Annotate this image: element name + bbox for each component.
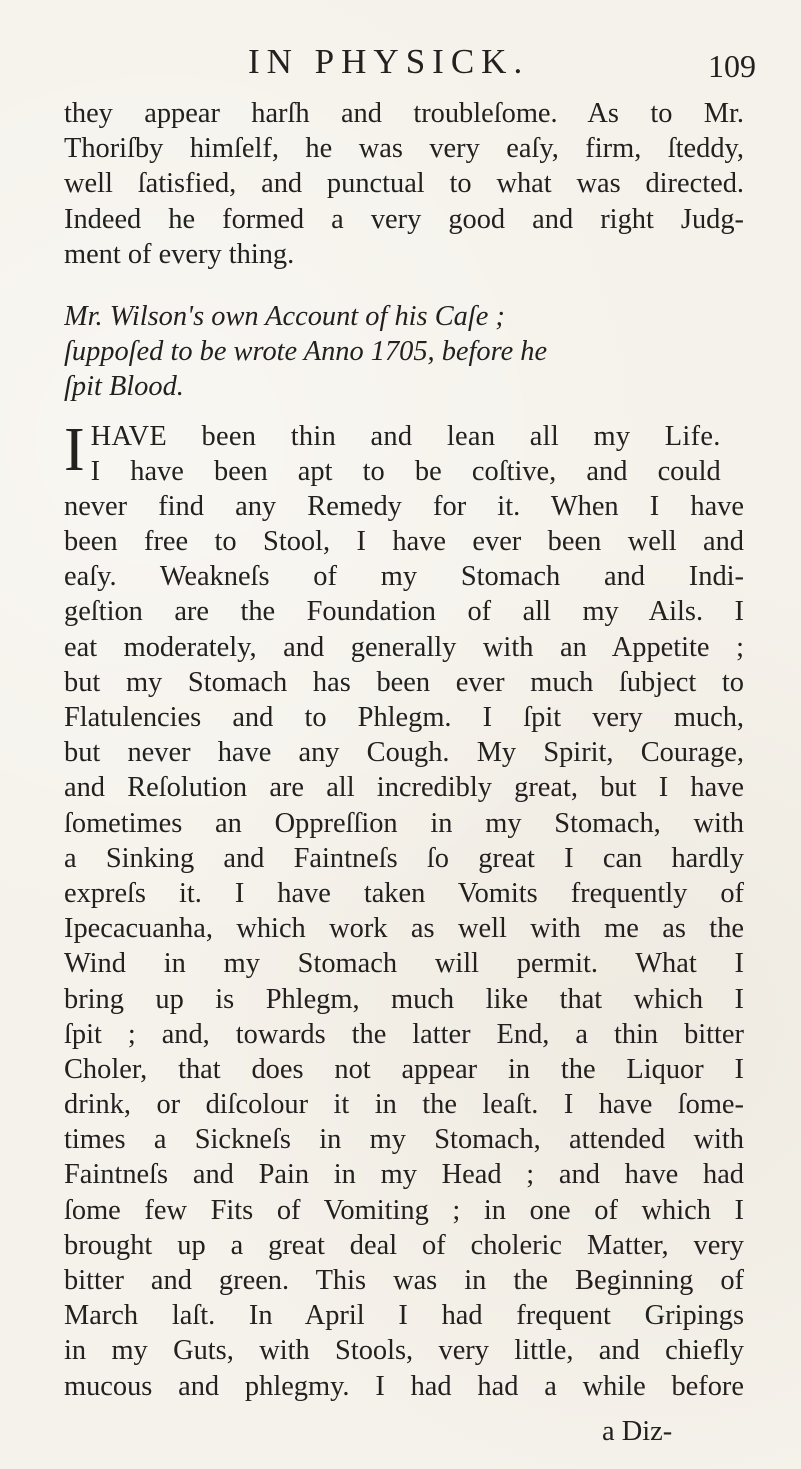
text-line: a Sinking and Faintneſs ſo great I can hardly bbox=[64, 842, 744, 874]
text-line: in my Guts, with Stools, very little, and chiefly bbox=[64, 1335, 744, 1367]
page-header bbox=[0, 42, 801, 92]
text-line: ſometimes an Oppreſſion in my Stomach, with bbox=[64, 807, 744, 839]
text-line: Thoriſby himſelf, he was very eaſy, firm, ſteddy, bbox=[64, 133, 744, 165]
page-number: 109 bbox=[708, 48, 756, 84]
body-text bbox=[64, 96, 744, 1404]
text-line: Ipecacuanha, which work as well with me as the bbox=[64, 913, 744, 945]
text-line: ment of every thing. bbox=[64, 238, 295, 270]
paragraph-1 bbox=[64, 96, 744, 272]
text-line: been free to Stool, I have ever been well and bbox=[64, 526, 744, 558]
text-line: geſtion are the Foundation of all my Ails. I bbox=[64, 596, 744, 628]
text-line: times a Sickneſs in my Stomach, attended with bbox=[64, 1124, 744, 1156]
text-line: HAVE been thin and lean all my Life. bbox=[90, 420, 721, 452]
text-line: Indeed he formed a very good and right Judg- bbox=[64, 203, 744, 235]
drop-cap: I bbox=[64, 415, 85, 484]
text-line: eat moderately, and generally with an Appetite ; bbox=[64, 631, 744, 663]
text-line: ſome few Fits of Vomiting ; in one of which I bbox=[64, 1194, 744, 1226]
text-line: brought up a great deal of choleric Matter, very bbox=[64, 1229, 744, 1261]
text-line: bring up is Phlegm, much like that which I bbox=[64, 983, 744, 1015]
text-line: mucous and phlegmy. I had had a while before bbox=[64, 1370, 744, 1402]
text-line: and Reſolution are all incredibly great, but I have bbox=[64, 772, 744, 804]
text-line: ſpit ; and, towards the latter End, a thin bitter bbox=[64, 1018, 744, 1050]
text-line: never find any Remedy for it. When I have bbox=[64, 490, 744, 522]
text-line: March laſt. In April I had frequent Gripings bbox=[64, 1300, 744, 1332]
heading-line: Mr. Wilson's own Account of his Caſe ; bbox=[64, 300, 505, 332]
text-line: they appear harſh and troubleſome. As to Mr. bbox=[64, 98, 744, 129]
text-line: eaſy. Weakneſs of my Stomach and Indi- bbox=[64, 561, 744, 593]
text-line: expreſs it. I have taken Vomits frequently of bbox=[64, 877, 744, 909]
paragraph-2 bbox=[64, 415, 744, 1404]
text-line: I have been apt to be coſtive, and could bbox=[90, 455, 721, 487]
text-line: drink, or diſcolour it in the leaſt. I have ſome- bbox=[64, 1089, 744, 1121]
text-line: well ſatisfied, and punctual to what was directed. bbox=[64, 168, 744, 200]
text-line: but never have any Cough. My Spirit, Courage, bbox=[64, 737, 744, 769]
text-line: Wind in my Stomach will permit. What I bbox=[64, 948, 744, 980]
heading-line: ſpit Blood. bbox=[64, 371, 184, 403]
catchword: a Diz- bbox=[602, 1416, 673, 1447]
running-head: IN PHYSICK. bbox=[248, 42, 530, 81]
text-line: but my Stomach has been ever much ſubject to bbox=[64, 666, 744, 698]
heading-line: ſuppoſed to be wrote Anno 1705, before he bbox=[64, 336, 548, 368]
section-heading bbox=[64, 299, 744, 405]
text-line: Choler, that does not appear in the Liquor I bbox=[64, 1053, 744, 1085]
text-line: bitter and green. This was in the Beginning of bbox=[64, 1265, 744, 1296]
text-line: Faintneſs and Pain in my Head ; and have had bbox=[64, 1159, 744, 1191]
text-line: Flatulencies and to Phlegm. I ſpit very much, bbox=[64, 702, 744, 733]
